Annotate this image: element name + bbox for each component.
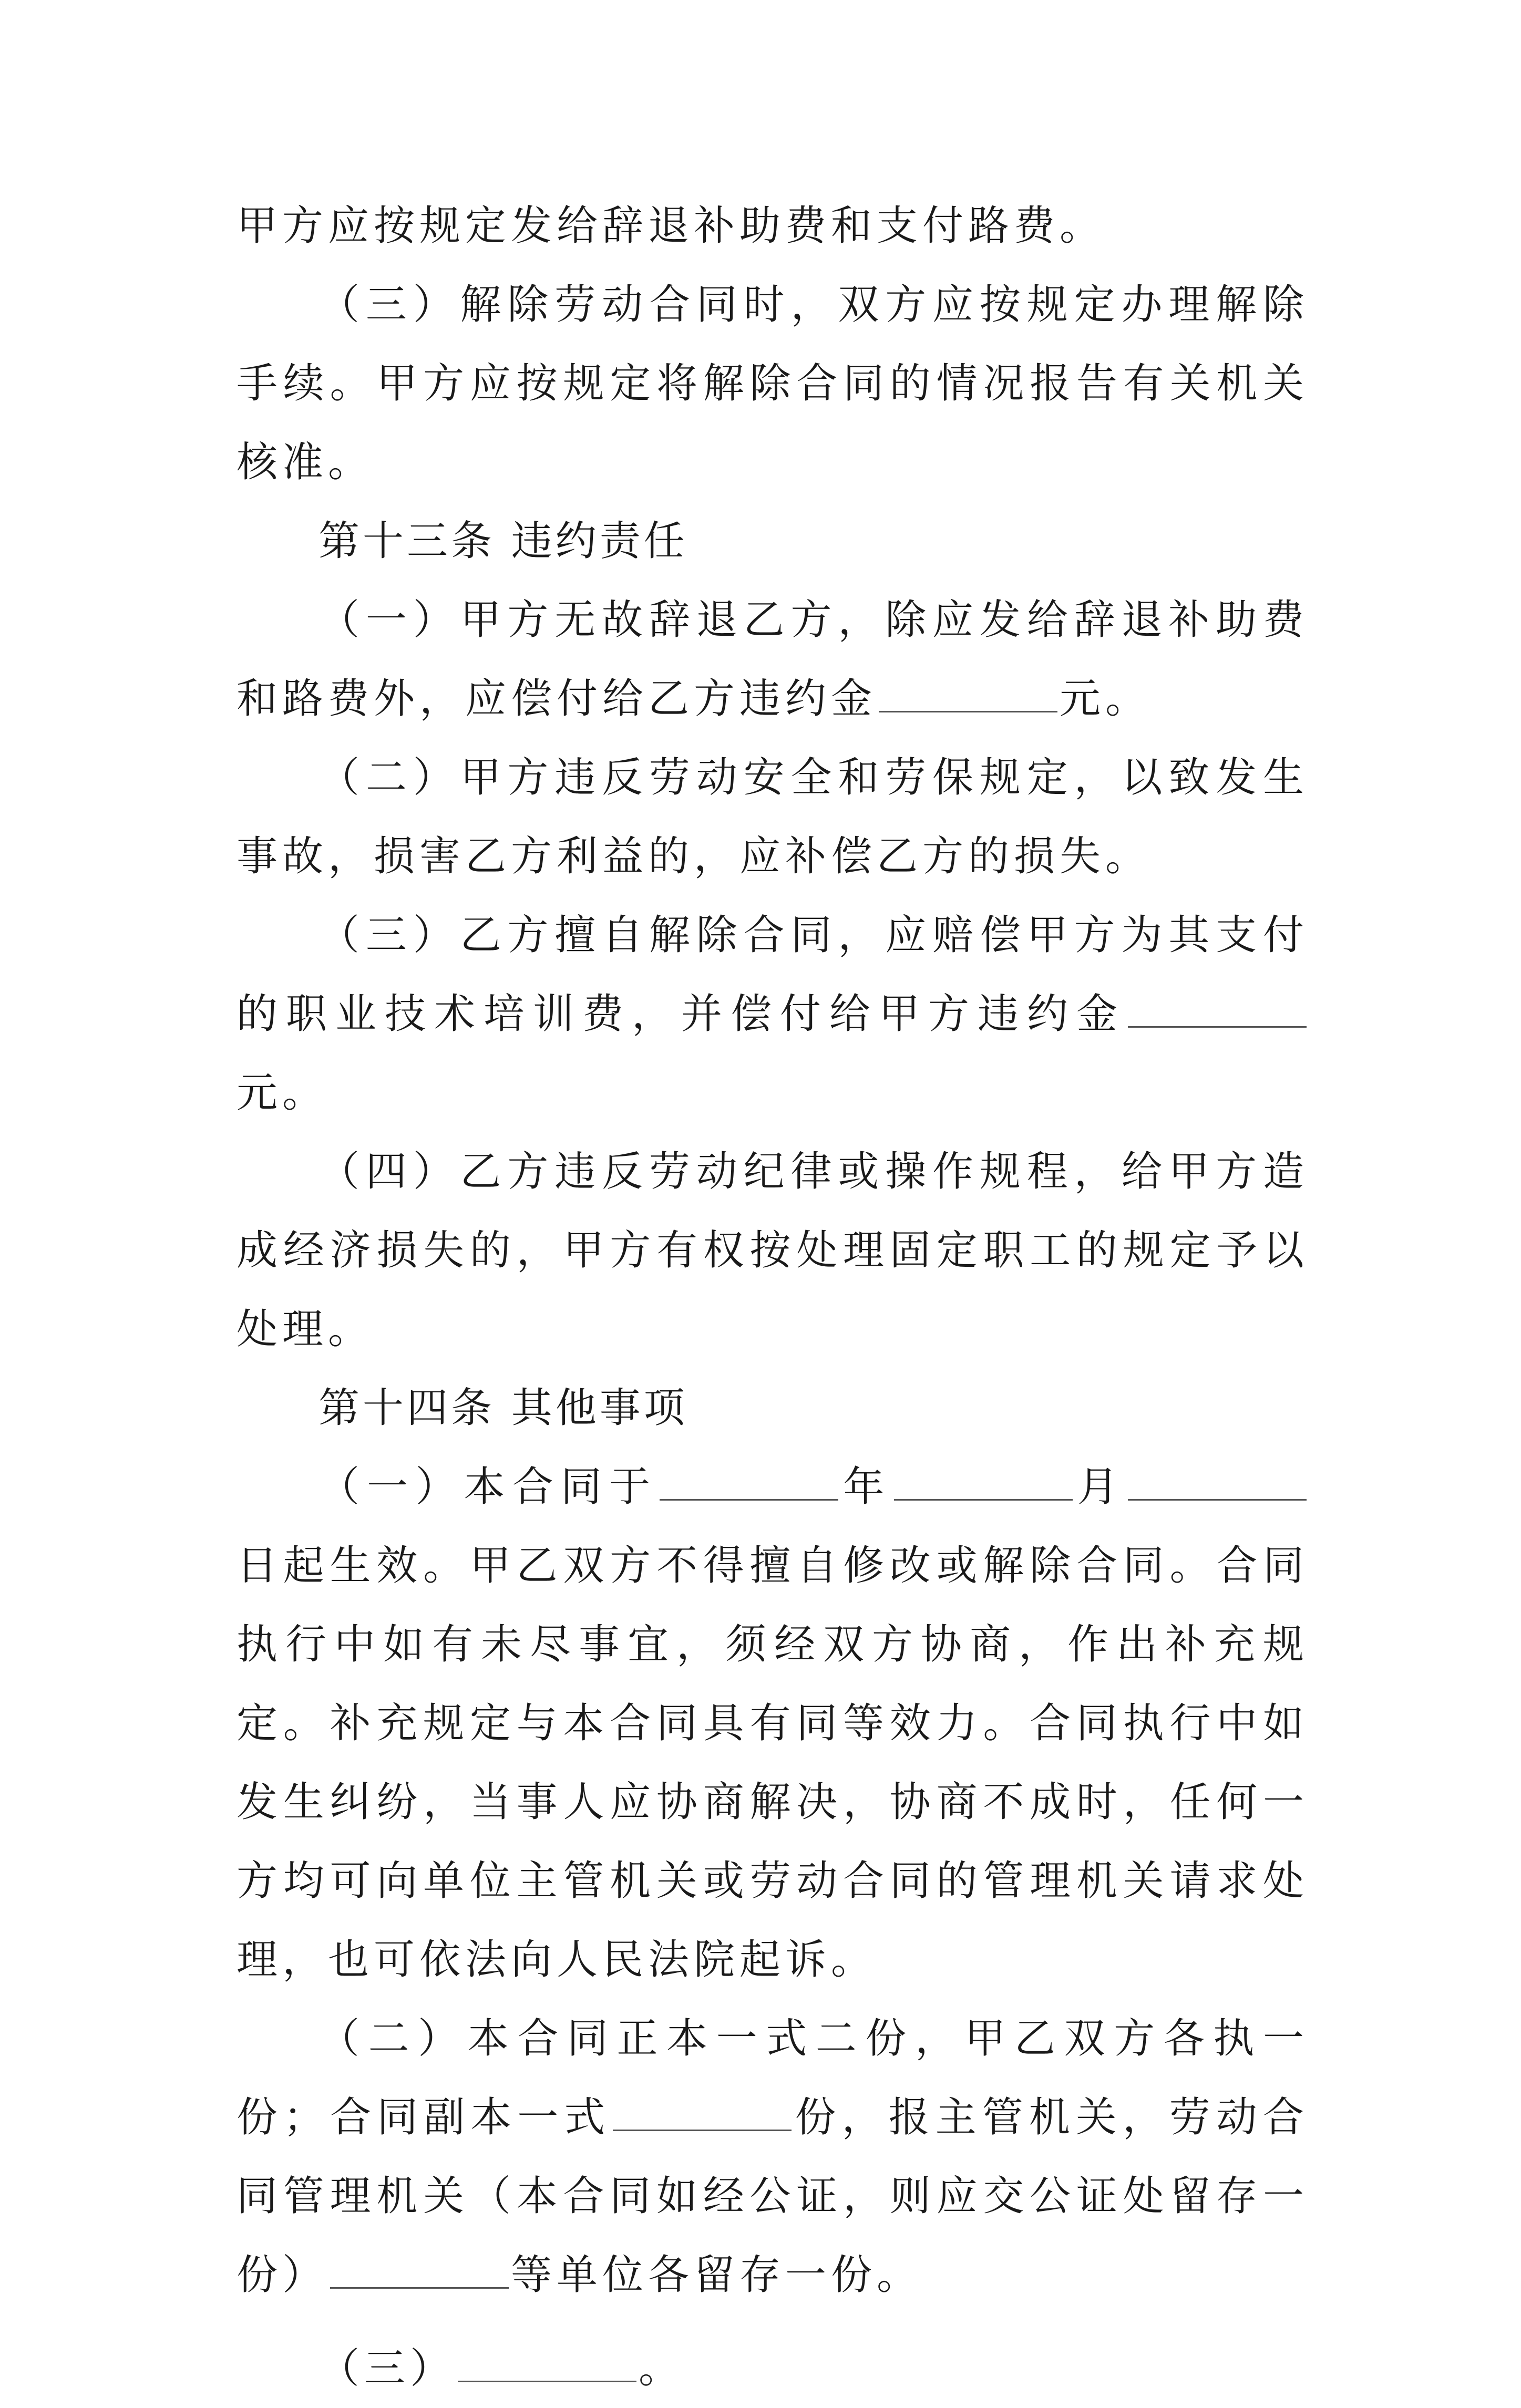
paragraph-text: （一）本合同于: [318, 1463, 658, 1511]
paragraph-13-2: [237, 738, 1309, 896]
paragraph-text: （四）乙方违反劳动纪律或操作规程，给甲方造成经济损失的，甲方有权按处理固定职工的规定予以处理。: [237, 1148, 1309, 1353]
paragraph-text: （三）乙方擅自解除合同，应赔偿甲方为其支付的职业技术培训费，并偿付给甲方违约金: [237, 912, 1309, 1038]
effective-day-blank[interactable]: [1128, 1467, 1307, 1501]
paragraph-text: （一）甲方无故辞退乙方，除应发给辞退补助费和路费外，应偿付给乙方违约金: [237, 596, 1309, 722]
paragraph-termination-procedure: [237, 265, 1309, 502]
paragraph-dismissal-allowance: [237, 187, 1309, 265]
paragraph-text: 份，报主管机关，劳动合同管理机关（本合同如经公证，则应交公证处留存一份）: [237, 2094, 1309, 2299]
paragraph-13-4: [237, 1132, 1309, 1369]
paragraph-13-3: [237, 896, 1309, 1132]
paragraph-text: （二）甲方违反劳动安全和劳保规定，以致发生事故，损害乙方利益的，应补偿乙方的损失。: [237, 754, 1309, 880]
other-matters-blank[interactable]: [458, 2349, 636, 2382]
paragraph-text: （三）解除劳动合同时，双方应按规定办理解除手续。甲方应按规定将解除合同的情况报告有关机关核准。: [237, 281, 1309, 486]
paragraph-text: 年: [840, 1463, 892, 1511]
paragraph-text: （三）: [318, 2345, 456, 2392]
effective-year-blank[interactable]: [660, 1467, 838, 1501]
heading-text: 第十三条 违约责任: [318, 518, 688, 565]
spacer: [237, 2314, 1309, 2329]
paragraph-14-3: [237, 2329, 1309, 2408]
article-14-heading: [237, 1369, 1309, 1448]
paragraph-text: 。: [639, 2345, 685, 2392]
paragraph-14-1: [237, 1448, 1309, 1999]
units-blank[interactable]: [330, 2256, 509, 2289]
paragraph-text: 等单位各留存一份。: [511, 2251, 923, 2299]
penalty-amount-blank[interactable]: [879, 679, 1057, 712]
paragraph-text: 元。: [1060, 675, 1152, 722]
paragraph-13-1: [237, 581, 1309, 738]
paragraph-text: 日起生效。甲乙双方不得擅自修改或解除合同。合同执行中如有未尽事宜，须经双方协商，作出补充规定。补充规定与本合同具有同等效力。合同执行中如发生纠纷，当事人应协商解决，协商不成时，任何一方均可向单位主管机关或劳动合同的管理机关请求处理，也可依法向人民法院起诉。: [237, 1542, 1309, 1983]
contract-text: [237, 187, 1309, 2408]
penalty-amount-blank-2[interactable]: [1128, 995, 1307, 1028]
heading-text: 第十四条 其他事项: [318, 1384, 688, 1432]
article-13-heading: [237, 502, 1309, 581]
paragraph-text: （二）本合同正本一式二份，甲乙双方各执一份；合同副本一式: [237, 2015, 1309, 2141]
paragraph-14-2: [237, 1999, 1309, 2314]
effective-month-blank[interactable]: [894, 1467, 1073, 1501]
paragraph-text: 甲方应按规定发给辞退补助费和支付路费。: [237, 202, 1106, 250]
paragraph-text: 元。: [237, 1069, 328, 1117]
paragraph-text: 月: [1074, 1463, 1126, 1511]
copies-count-blank[interactable]: [613, 2098, 792, 2131]
